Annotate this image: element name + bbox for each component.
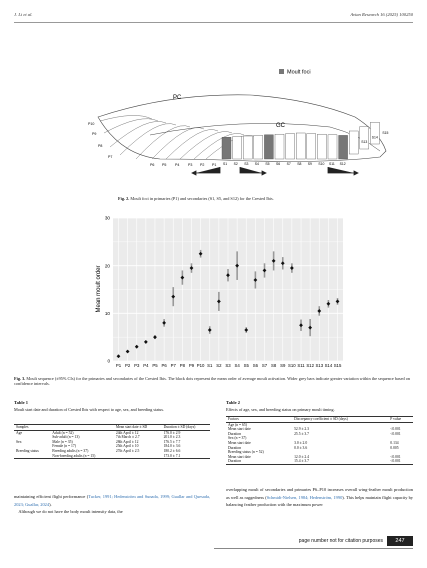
footer-note: page number not for citation purposes [298,538,383,544]
secondary-feather [349,131,358,154]
x-tick-label: S3 [225,363,231,368]
secondary-label: S13 [361,140,368,144]
secondary-feather [339,135,348,159]
x-tick-label: S11 [297,363,305,368]
table-1-header-cell: Mean start date ± SD [115,425,148,429]
table-1-cell: Female (n = 17) [52,444,76,449]
table-2 [226,416,413,465]
x-tick-label: S13 [315,363,324,368]
body-text-left: maintaining efficient flight performance (Tucker, 1991; Hedenström and Sunada, 1999; Guallar and Quesada, 2023; Guallar, 2024). Although we do not have the body moult intensity data, the [14,494,210,515]
table-1-cell: Non-breeding adults (n = 15) [52,453,96,458]
legend-swatch [279,69,284,74]
x-tick-label: S10 [288,363,296,368]
table-2-cell: Mean start date [228,440,251,445]
table-2-cell: Sex (n = 37) [228,436,247,441]
footer-rule [214,548,413,549]
x-tick-label: P1 [115,363,122,368]
primary-feather [166,130,218,159]
x-tick-label: S6 [252,363,259,368]
secondary-feather [307,134,316,159]
table-1-cell: Age [16,430,23,435]
primary-label: P8 [98,144,103,148]
table-2-cell: <0.001 [390,431,401,436]
table-1-cell: 176.0 ± 2.9 [163,430,181,435]
table-2-cell: 12.0 ± 2.4 [294,454,310,459]
table-2-cell: Age (n = 65) [228,422,247,427]
legend-label: Moult foci [287,69,311,76]
header-rule [14,22,413,23]
secondary-label: S5 [265,162,270,166]
table-2-cell: 3.0 ± 2.0 [294,440,308,445]
y-tick-label: 0 [107,358,110,364]
table-row [226,459,413,464]
x-tick-label: S15 [333,363,342,368]
table-1-cell: 180.2 ± 6.6 [163,448,181,453]
table-1-cell: 201.0 ± 2.3 [163,435,181,440]
primary-label: P7 [108,155,113,159]
primary-feather [100,115,152,121]
table-1-cell: 24th April ± 12 [115,430,139,435]
x-tick-label: P6 [161,363,167,368]
pc-label: PC [173,95,182,101]
x-tick-label: S14 [324,363,333,368]
table-1-cell: Sub-adult (n = 13) [52,435,80,440]
x-tick-label: S9 [280,363,286,368]
gc-label: GC [276,123,285,129]
x-tick-label: S8 [271,363,277,368]
secondary-feather [360,127,369,149]
x-tick-label: S7 [261,363,268,368]
secondary-label: S3 [244,162,249,166]
table-1-cell: Sex [16,439,22,444]
table-2-caption: Effects of age, sex, and breeding status on primary moult timing. [226,407,335,412]
y-axis-label: Mean moult order [96,265,102,313]
primary-label: P10 [88,122,95,126]
table-2-header-cell: Factors [228,417,239,421]
table-2-cell: Mean start date [228,427,251,432]
table-row [14,454,210,459]
page-number: 247 [387,536,413,546]
secondary-feather [286,134,295,159]
x-tick-label: S1 [207,363,213,368]
x-tick-label: S4 [234,363,240,368]
x-tick-label: P2 [124,363,131,368]
table-2-cell: 25.5 ± 3.7 [294,431,310,436]
table-1-cell: 27th April ± 2.5 [115,448,140,453]
body-text-right: overlapping moult of secondaries and primaries P6–P10 increases overall wing-feather moult production as well as raggedness (Schmidt-Nielsen, 1984; Hedenström, 1990). This helps maintain flight capacity by balancing feather production with the maximum power [226,487,413,508]
primary-label: P4 [175,163,180,167]
primary-feather [104,119,158,133]
moult-direction-arrows [192,167,358,175]
table-1-header-cell: Samples [16,425,29,429]
x-tick-label: S12 [306,363,314,368]
primary-label: P2 [200,163,205,167]
secondary-feather [296,133,305,159]
x-tick-label: P5 [152,363,158,368]
primary-feather [152,128,204,159]
table-2-cell: <0.001 [390,454,401,459]
table-1-cell: 184.0 ± 3.6 [163,444,181,449]
table-2-cell: Duration [228,431,242,436]
y-tick-label: 20 [104,263,110,269]
secondary-feather [317,134,326,159]
primary-label: P3 [188,163,193,167]
primary-label: P6 [150,163,155,167]
citation-links[interactable]: Schmidt-Nielsen, 1984; Hedenström, 1990 [266,494,343,500]
table-2-cell: Duration [228,459,242,464]
x-tick-label: P7 [170,363,176,368]
secondary-label: S6 [276,162,281,166]
x-tick-label: S5 [243,363,249,368]
table-1 [14,424,210,459]
secondary-label: S2 [233,162,238,166]
secondary-feather [264,135,273,159]
secondary-feather [370,122,379,144]
table-1-cell: 176.5 ± 7.7 [163,439,181,444]
x-tick-label: P4 [143,363,149,368]
x-tick-label: P9 [188,363,195,368]
table-2-cell: 0.0 ± 3.6 [294,445,308,450]
table-1-cell [14,454,50,459]
table-2-header-cell: P value [390,417,402,421]
table-2-cell: <0.001 [390,427,401,432]
x-tick-label: S2 [216,363,222,368]
primary-feather [136,126,190,159]
running-header-right: Avian Research 16 (2025) 100250 [350,12,413,17]
table-1-title: Table 1 [14,400,28,405]
secondary-feather [243,136,252,159]
secondary-label: S4 [254,162,259,166]
table-1-cell: Breeding adults (n = 37) [52,448,89,453]
table-2-cell: Mean start date [228,454,251,459]
secondary-label: S11 [329,162,335,166]
secondary-label: S14 [371,135,378,140]
table-1-cell [114,454,162,459]
table-2-cell: <0.001 [390,459,401,464]
citation-links[interactable]: Tucker, 1991; Hedenström and Sunada, 1999; Guallar and Quesada, 2023; Guallar, 2024 [14,494,210,507]
figure-2-wing-diagram [0,55,427,190]
table-2-cell: 0.134 [390,440,399,445]
primary-feather [110,121,166,147]
wing-feathers [100,115,379,159]
running-header-left: J. Li et al. [14,12,33,17]
table-1-cell: 173.0 ± 7.1 [163,453,181,458]
table-2-cell: 0.005 [390,445,399,450]
figure-3-caption: Fig. 3. Moult sequence (±95% CIs) for the primaries and secondaries of the Crested Ibis. The black dots represent the mean order of average moult activation. Wider grey bars indicate greater variation within the sequence based on confidence intervals. [14,376,411,387]
table-2-cell: 15.4 ± 3.7 [294,459,310,464]
table-1-cell: 7th March ± 2.7 [115,435,140,440]
x-tick-label: P8 [179,363,185,368]
x-tick-label: P10 [196,363,205,368]
secondary-feather [254,135,263,159]
table-1-caption: Moult start date and duration of Crested Ibis with respect to age, sex, and breeding status. [14,407,165,412]
x-tick-label: P3 [134,363,140,368]
table-1-cell: Male (n = 35) [52,439,73,444]
primary-label: P5 [162,163,167,167]
table-2-title: Table 2 [226,400,240,405]
table-1-cell: Breeding status [16,448,39,453]
table-2-cell: Duration [228,445,242,450]
figure-2-caption: Fig. 2. Moult foci in primaries (P1) and secondaries (S1, S5, and S12) for the Crested Ibis. [118,196,274,201]
primary-label: P9 [92,132,97,136]
secondary-label: S10 [318,162,325,166]
primary-feather [120,124,176,155]
secondary-label: S15 [382,131,389,136]
y-axis-ticks [105,216,111,364]
secondary-feather [328,135,337,159]
table-2-cell: Breeding status (n = 52) [228,450,264,455]
primary-label: P1 [212,163,217,167]
secondary-label: S8 [297,162,302,166]
secondary-label: S7 [286,162,291,166]
secondary-feather [233,137,242,159]
x-axis-ticks [116,363,342,368]
secondary-feather [222,137,231,159]
figure-3-moult-sequence-chart [0,215,427,368]
table-1-cell: 28th April ± 12 [115,439,139,444]
y-tick-label: 30 [104,215,110,221]
secondary-label: S12 [339,162,346,166]
y-tick-label: 10 [104,310,110,316]
table-1-cell: 25th April ± 10 [115,444,139,449]
secondary-feather [275,134,284,159]
table-2-cell: 52.9 ± 2.3 [294,427,310,432]
secondary-label: S9 [307,162,312,166]
table-1-header-cell: Duration ± SD (days) [163,425,196,429]
table-2-header-cell: Discrepancy coefficient ± SD (days) [294,417,348,421]
table-1-cell: Adult (n = 52) [52,430,74,435]
secondary-label: S1 [223,162,228,166]
